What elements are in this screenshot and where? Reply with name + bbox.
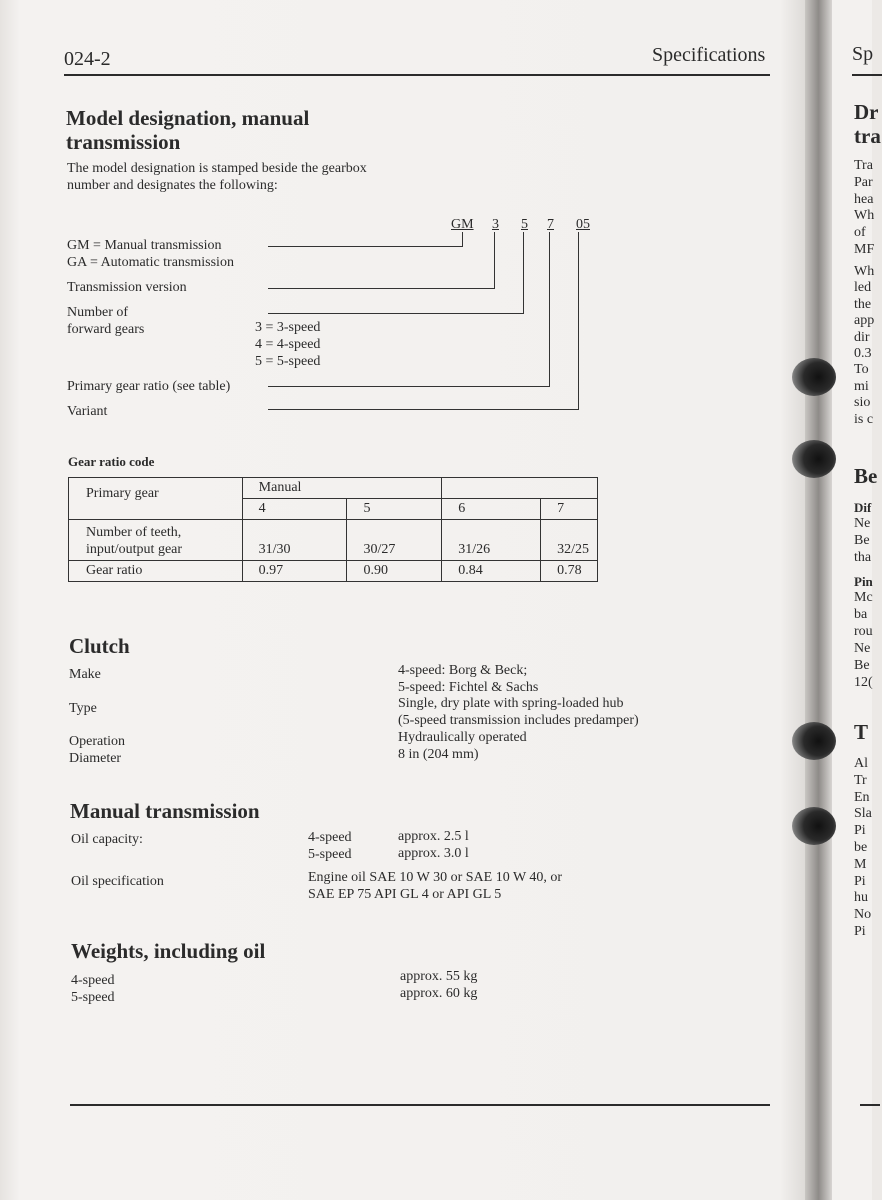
weight-4-label: 4-speed	[71, 973, 115, 988]
weight-5-value: approx. 60 kg	[400, 986, 478, 1001]
right-text-line: dir	[854, 329, 870, 345]
clutch-type-1: Single, dry plate with spring-loaded hub	[398, 696, 624, 711]
teeth-cell: 30/27	[347, 520, 442, 561]
binder-hole	[792, 440, 836, 478]
right-text-line: Tra	[854, 158, 873, 173]
oil-spec-2: SAE EP 75 API GL 4 or API GL 5	[308, 887, 502, 902]
weight-4-value: approx. 55 kg	[400, 969, 478, 984]
right-text-line: tha	[854, 550, 872, 565]
blank-header	[442, 478, 598, 499]
right-text-line: En	[854, 789, 870, 805]
teeth-cell: 31/30	[242, 520, 347, 561]
teeth-label-1: Number of teeth,	[86, 525, 182, 540]
gear-ratio-title: Gear ratio code	[68, 454, 155, 469]
code-cell: 6	[442, 499, 541, 520]
code-ratio: 7	[547, 217, 554, 232]
right-heading-1a: Dr	[854, 100, 879, 124]
code-gears: 5	[521, 217, 528, 232]
ratio-cell: 0.78	[541, 561, 598, 582]
weight-5-label: 5-speed	[71, 990, 115, 1005]
binder-hole	[792, 358, 836, 396]
right-text-line: of	[854, 225, 866, 241]
right-text-line: Ne	[854, 641, 871, 656]
label-gm: GM = Manual transmission	[67, 238, 222, 253]
right-text-line: Wh	[854, 264, 875, 279]
code-cell: 4	[242, 499, 347, 520]
binder-hole	[792, 807, 836, 845]
right-text-line: led	[854, 280, 872, 296]
oil-cap-5-value: approx. 3.0 l	[398, 846, 469, 861]
right-text-line: sio	[854, 395, 871, 411]
model-designation-title-2: transmission	[66, 130, 181, 154]
oil-cap-4-value: approx. 2.5 l	[398, 829, 469, 844]
label-version: Transmission version	[67, 280, 187, 295]
section-title: Specifications	[652, 44, 766, 66]
clutch-make-2: 5-speed: Fichtel & Sachs	[398, 680, 539, 695]
oil-cap-4-label: 4-speed	[308, 830, 352, 845]
right-text-line: ba	[854, 607, 868, 622]
table-row	[69, 520, 598, 561]
label-gears-1: Number of	[67, 305, 129, 320]
right-text-line: is c	[854, 411, 874, 427]
ratio-cell: 0.84	[442, 561, 541, 582]
clutch-type-label: Type	[69, 701, 97, 716]
code-version: 3	[492, 217, 499, 232]
right-text-line: Ne	[854, 516, 871, 531]
teeth-cell: 31/26	[442, 520, 541, 561]
binder-hole	[792, 722, 836, 760]
label-variant: Variant	[67, 404, 108, 419]
gear-ratio-table	[68, 477, 598, 582]
right-footer-rule	[860, 1104, 880, 1106]
right-text-line: rou	[854, 624, 873, 639]
right-page	[832, 0, 881, 1200]
right-text-line: app	[854, 313, 875, 329]
right-text-line: Wh	[854, 208, 875, 224]
speed-3: 3 = 3-speed	[255, 320, 321, 335]
code-cell: 5	[347, 499, 442, 520]
clutch-diameter-label: Diameter	[69, 751, 122, 766]
right-text-line: hu	[854, 890, 868, 906]
right-text-line: Pi	[854, 924, 866, 939]
right-text-line: M	[854, 856, 867, 872]
intro-line-2: number and designates the following:	[67, 178, 278, 193]
right-text-line: Pi	[854, 873, 866, 889]
binding-gutter	[805, 0, 835, 1200]
right-text-line: Be	[854, 658, 870, 673]
right-text-line: the	[854, 296, 872, 312]
ratio-cell: 0.97	[242, 561, 347, 582]
right-header: Sp	[852, 43, 874, 65]
teeth-cell: 32/25	[541, 520, 598, 561]
page-number: 024-2	[64, 48, 111, 70]
code-variant: 05	[576, 217, 590, 232]
clutch-operation-label: Operation	[69, 734, 125, 749]
right-text-line: Tr	[854, 772, 867, 788]
oil-spec-1: Engine oil SAE 10 W 30 or SAE 10 W 40, or	[308, 870, 563, 885]
label-gears-2: forward gears	[67, 322, 145, 337]
table-row	[69, 478, 598, 499]
right-text-line: Be	[854, 533, 870, 548]
clutch-make-1: 4-speed: Borg & Beck;	[398, 663, 528, 678]
clutch-diameter-value: 8 in (204 mm)	[398, 747, 479, 762]
ratio-label: Gear ratio	[69, 561, 243, 582]
right-text-line: Par	[854, 174, 873, 190]
manual-transmission-title: Manual transmission	[70, 799, 260, 823]
teeth-label-2: input/output gear	[86, 542, 183, 557]
speed-5: 5 = 5-speed	[255, 354, 321, 369]
table-row	[69, 561, 598, 582]
header-rule	[64, 74, 770, 76]
right-text-line: be	[854, 840, 868, 855]
intro-line-1: The model designation is stamped beside the gearbox	[67, 161, 367, 176]
clutch-make-label: Make	[69, 667, 101, 682]
right-text-line: Al	[854, 756, 868, 771]
right-text-line: 0.3	[854, 346, 872, 361]
right-sub-1: Dif	[854, 500, 872, 515]
right-text-line: Sla	[854, 806, 872, 822]
clutch-type-2: (5-speed transmission includes predamper)	[398, 713, 639, 728]
model-designation-title-1: Model designation, manual	[66, 106, 310, 130]
code-gm: GM	[451, 217, 474, 232]
right-heading-1b: tra	[854, 124, 881, 148]
right-text-line: hea	[854, 191, 874, 207]
right-heading-2: Be	[854, 464, 878, 488]
label-ga: GA = Automatic transmission	[67, 255, 234, 270]
teeth-label	[69, 520, 243, 561]
weights-title: Weights, including oil	[71, 939, 266, 963]
ratio-cell: 0.90	[347, 561, 442, 582]
right-header-rule	[852, 74, 882, 76]
oil-capacity-label: Oil capacity:	[71, 832, 143, 847]
right-heading-3: T	[854, 720, 869, 744]
oil-cap-5-label: 5-speed	[308, 847, 352, 862]
right-text-line: No	[854, 907, 872, 923]
right-text-line: 12(	[854, 675, 873, 690]
right-text-line: mi	[854, 378, 869, 394]
manual-header: Manual	[242, 478, 442, 499]
oil-spec-label: Oil specification	[71, 874, 164, 889]
right-text-line: MF	[854, 242, 875, 257]
footer-rule	[70, 1104, 770, 1106]
label-primary: Primary gear ratio (see table)	[67, 379, 231, 394]
right-text-line: Mc	[854, 590, 873, 605]
right-sub-2: Pin	[854, 574, 873, 589]
clutch-title: Clutch	[69, 634, 130, 658]
code-cell: 7	[541, 499, 598, 520]
right-text-line: To	[854, 362, 869, 378]
right-text-line: Pi	[854, 823, 866, 839]
speed-4: 4 = 4-speed	[255, 337, 321, 352]
primary-gear-header: Primary gear	[69, 478, 243, 520]
clutch-operation-value: Hydraulically operated	[398, 730, 527, 745]
